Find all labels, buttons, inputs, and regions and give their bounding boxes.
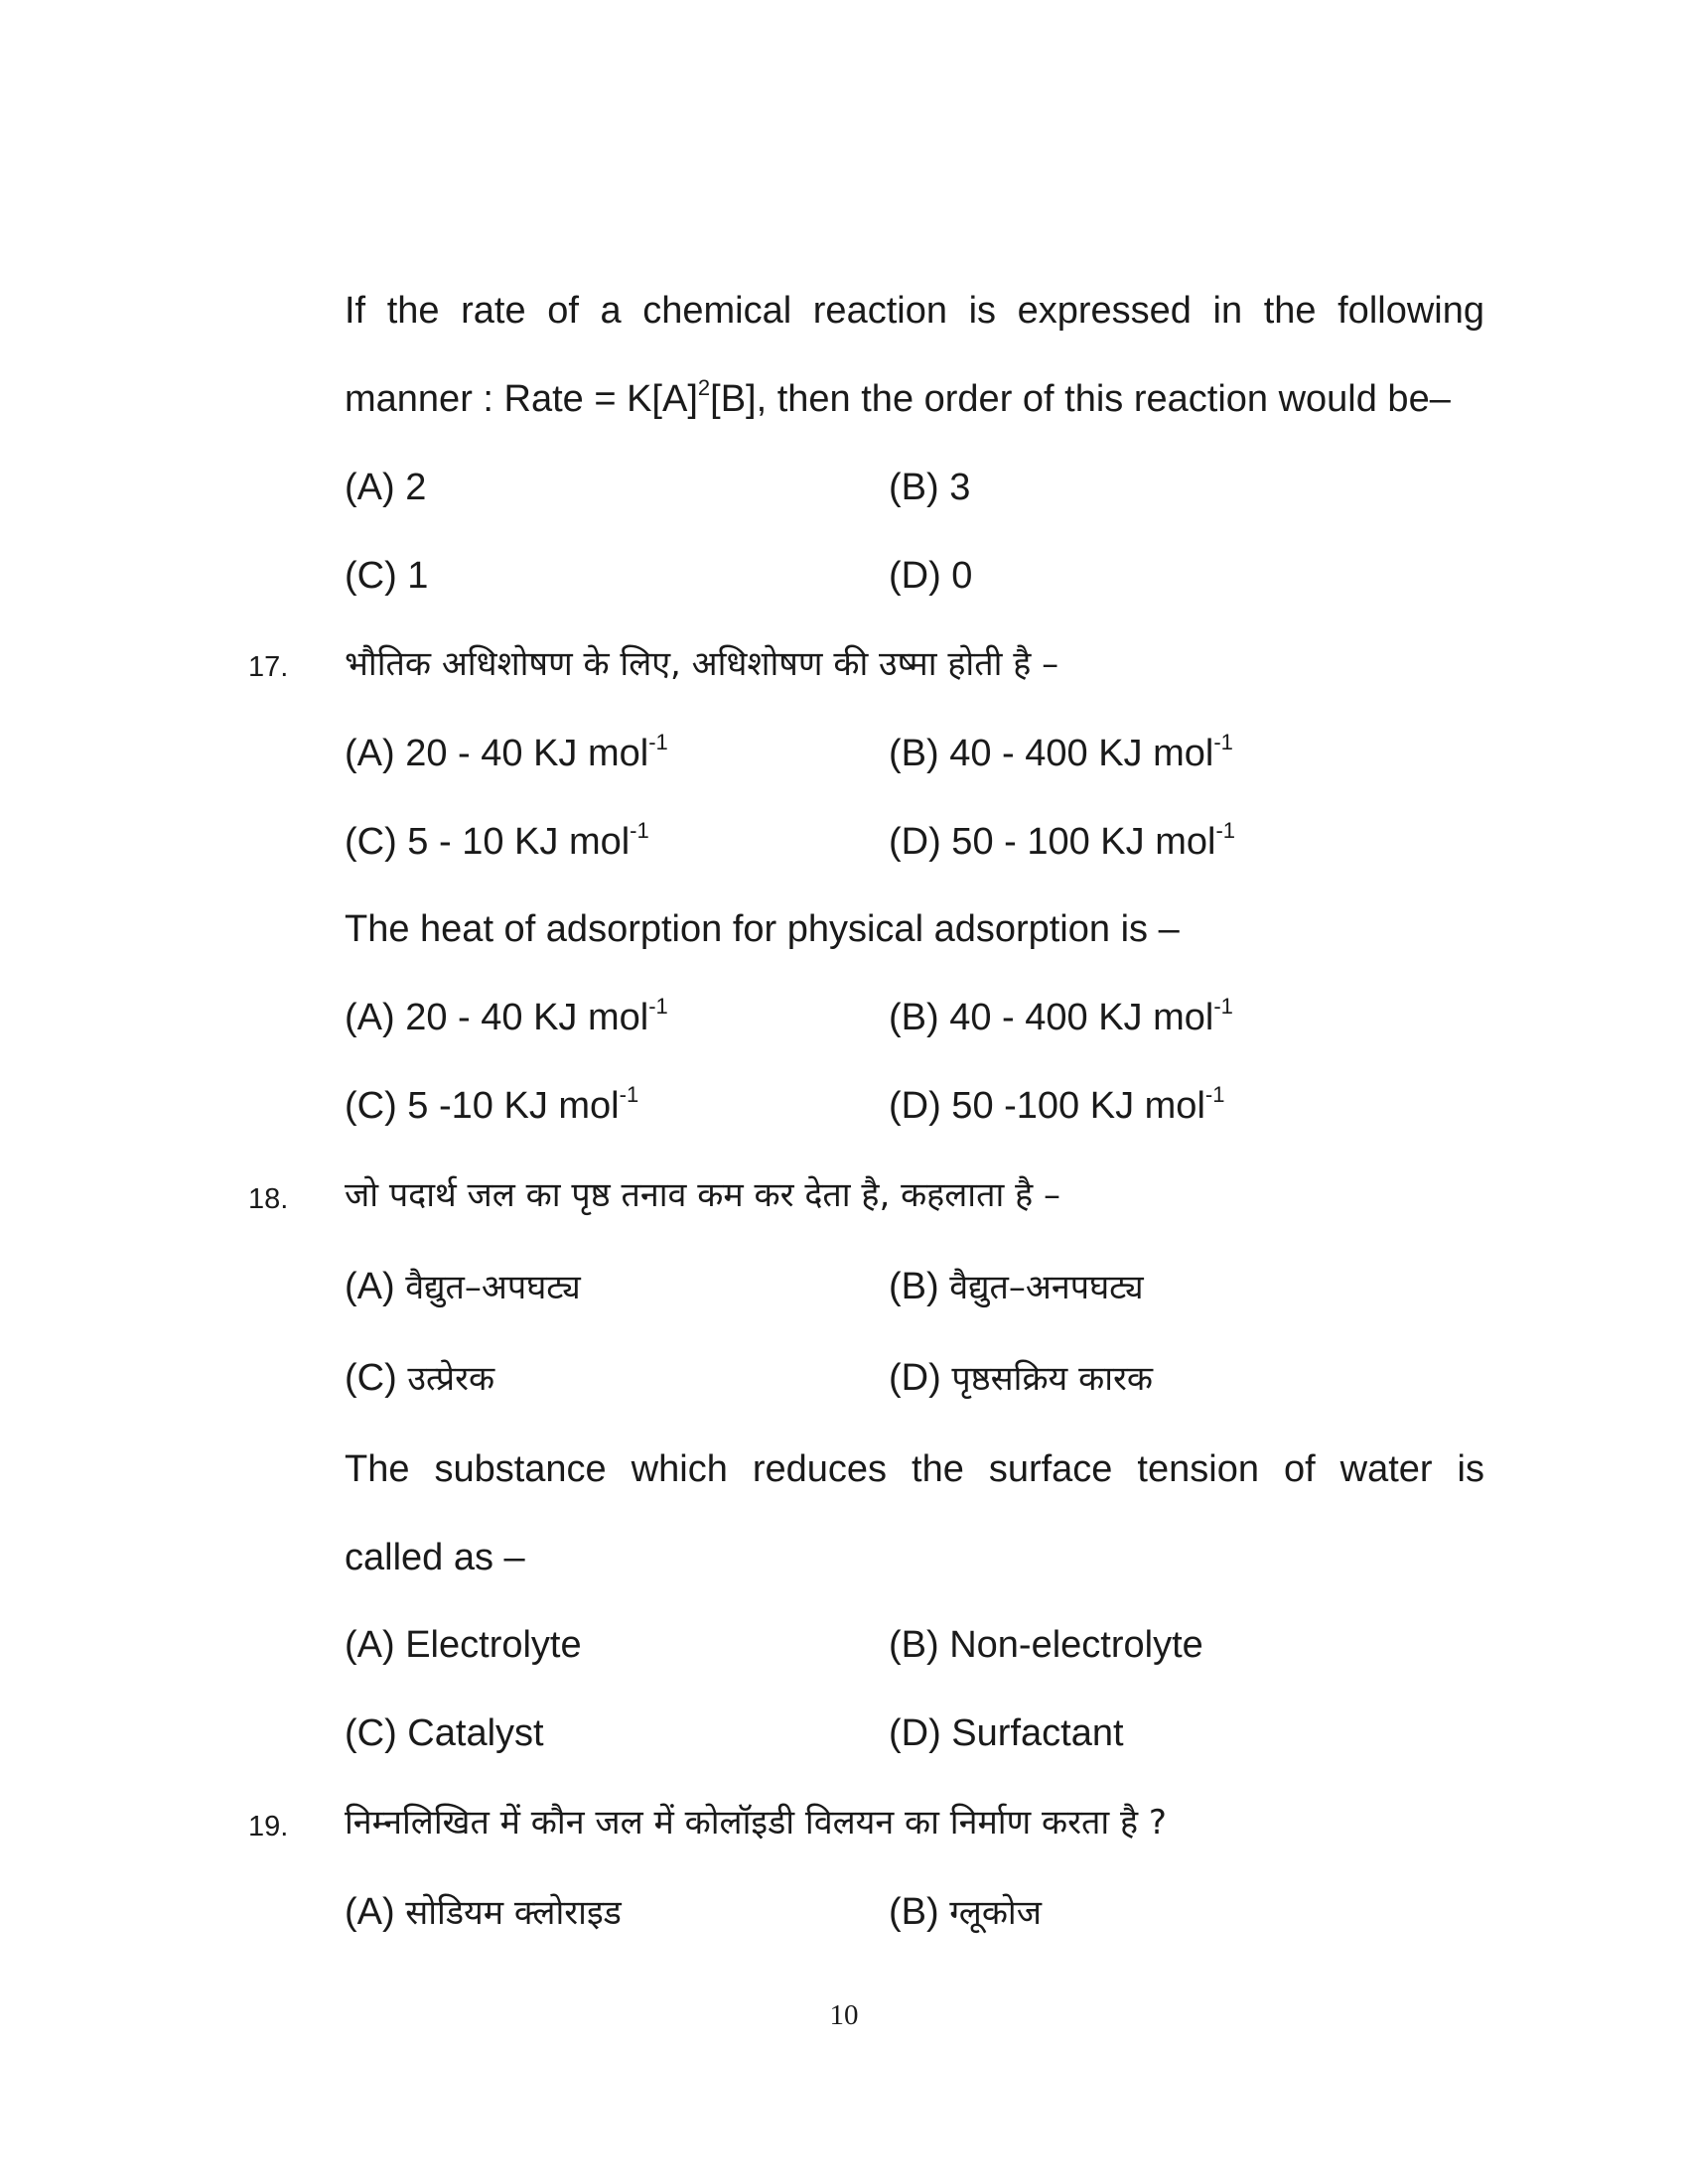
q17-hindi-option-d-sup: -1 — [1215, 818, 1236, 843]
q17-hindi-text: भौतिक अधिशोषण के लिए, अधिशोषण की उष्मा होती है – — [345, 644, 1059, 684]
q17-english-option-b-text: (B) 40 - 400 KJ mol — [889, 997, 1214, 1038]
q16-text-line2-pre: manner : Rate = K[A] — [345, 378, 698, 420]
q17-hindi-option-d-text: (D) 50 - 100 KJ mol — [889, 821, 1216, 863]
q17-english-option-c-sup: -1 — [619, 1082, 639, 1107]
q16-option-a: (A) 2 — [345, 467, 427, 508]
q17-english-text: The heat of adsorption for physical adsorption is – — [345, 908, 1180, 950]
q18-english-option-d: (D) Surfactant — [889, 1712, 1124, 1754]
q18-hindi-option-c-label: (C) — [345, 1357, 408, 1399]
q16-option-b: (B) 3 — [889, 467, 971, 508]
q18-hindi-option-c-text: उत्प्रेरक — [407, 1359, 495, 1399]
q19-hindi-option-a — [345, 1888, 622, 1937]
q17-hindi-option-b-text: (B) 40 - 400 KJ mol — [889, 733, 1214, 774]
q17-hindi-option-b — [889, 730, 1233, 782]
q19-hindi-option-b-label: (B) — [889, 1891, 950, 1933]
q18-hindi-option-b — [889, 1263, 1144, 1311]
q16-text-line2 — [345, 375, 1484, 428]
q19-hindi-text: निम्नलिखित में कौन जल में कोलॉइडी विलयन का निर्माण करता है ? — [345, 1803, 1167, 1843]
q16-text-line1: If the rate of a chemical reaction is expressed in the following — [345, 290, 1484, 332]
q18-hindi-option-a — [345, 1263, 581, 1311]
q17-english-option-a-sup: -1 — [648, 994, 668, 1019]
q17-english-option-d-sup: -1 — [1204, 1082, 1225, 1107]
q17-english-option-a — [345, 994, 668, 1046]
q17-english-option-d-text: (D) 50 -100 KJ mol — [889, 1085, 1205, 1127]
q18-hindi-text: जो पदार्थ जल का पृष्ठ तनाव कम कर देता है, कहलाता है – — [345, 1175, 1060, 1215]
q18-hindi-option-a-label: (A) — [345, 1266, 406, 1307]
q18-hindi-option-d-label: (D) — [889, 1357, 952, 1399]
q18-number: 18. — [248, 1183, 289, 1215]
q17-hindi-option-a — [345, 730, 668, 782]
q16-exponent: 2 — [697, 375, 711, 400]
q17-hindi-option-c — [345, 818, 649, 871]
q18-english-option-a: (A) Electrolyte — [345, 1624, 582, 1666]
q17-english-option-b — [889, 994, 1233, 1046]
q18-hindi-option-d — [889, 1354, 1153, 1403]
q18-hindi-option-a-text: वैद्युत–अपघट्य — [405, 1268, 581, 1307]
q17-english-option-b-sup: -1 — [1213, 994, 1233, 1019]
q17-english-option-a-text: (A) 20 - 40 KJ mol — [345, 997, 649, 1038]
q19-hindi-option-a-text: सोडियम क्लोराइड — [405, 1893, 622, 1933]
q17-english-option-c — [345, 1082, 638, 1135]
q17-hindi-option-b-sup: -1 — [1213, 730, 1233, 754]
page-number: 10 — [829, 1999, 859, 2031]
q18-hindi-option-d-text: पृष्ठसक्रिय कारक — [951, 1359, 1154, 1399]
q18-english-line2: called as – — [345, 1537, 525, 1578]
q18-hindi-option-b-label: (B) — [889, 1266, 950, 1307]
q19-hindi-option-b — [889, 1888, 1042, 1937]
q17-hindi-option-c-text: (C) 5 - 10 KJ mol — [345, 821, 631, 863]
q17-hindi-option-c-sup: -1 — [630, 818, 649, 843]
q18-english-option-c: (C) Catalyst — [345, 1712, 544, 1754]
q17-english-option-c-text: (C) 5 -10 KJ mol — [345, 1085, 620, 1127]
q16-option-d: (D) 0 — [889, 555, 973, 597]
q18-english-option-b: (B) Non-electrolyte — [889, 1624, 1203, 1666]
q17-hindi-option-a-sup: -1 — [648, 730, 668, 754]
q17-english-option-d — [889, 1082, 1224, 1135]
q16-option-c: (C) 1 — [345, 555, 429, 597]
q18-english-line1: The substance which reduces the surface tension of water is — [345, 1448, 1484, 1490]
q18-hindi-option-b-text: वैद्युत–अनपघट्य — [949, 1268, 1144, 1307]
q19-number: 19. — [248, 1811, 289, 1843]
q17-hindi-option-d — [889, 818, 1235, 871]
q18-hindi-option-c — [345, 1354, 494, 1403]
q19-hindi-option-a-label: (A) — [345, 1891, 406, 1933]
q16-text-line2-post: [B], then the order of this reaction would be– — [710, 378, 1451, 420]
q17-hindi-option-a-text: (A) 20 - 40 KJ mol — [345, 733, 649, 774]
q17-number: 17. — [248, 651, 289, 683]
q19-hindi-option-b-text: ग्लूकोज — [949, 1893, 1042, 1933]
